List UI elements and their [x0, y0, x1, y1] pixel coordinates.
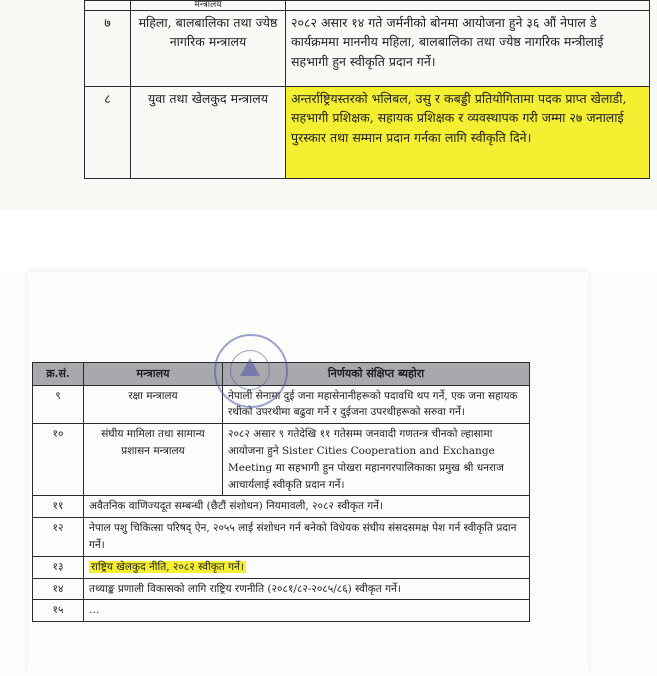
- row-number: ७: [85, 11, 131, 87]
- table-row: [85, 11, 650, 87]
- header-ministry: मन्त्रालय: [84, 363, 223, 386]
- header-decision: निर्णयको संक्षिप्त ब्यहोरा: [223, 363, 530, 386]
- table-row: [33, 496, 530, 518]
- table-row: [33, 424, 530, 496]
- table-cell: [85, 1, 131, 11]
- table-row: [85, 1, 650, 11]
- decision-text: अवैतनिक वाणिज्यदूत सम्बन्धी (छैटौं संशोधन) नियमावली, २०८२ स्वीकृत गर्ने।: [84, 496, 530, 518]
- row-number: १५: [33, 600, 84, 622]
- row-number: १४: [33, 578, 84, 600]
- table-row: [33, 600, 530, 622]
- row-number: ९: [33, 385, 84, 424]
- row-number: १३: [33, 556, 84, 578]
- page-gap: [0, 210, 657, 272]
- row-number: ८: [85, 87, 131, 179]
- decision-text: नेपाली सेनामा दुई जना महासेनानीहरूको पदावधि थप गर्ने, एक जना सहायक रथीको उपरथीमा बढुवा गर्ने र दुईजना उपरथीहरूको सरुवा गर्ने।: [223, 385, 530, 424]
- row-number: १२: [33, 518, 84, 557]
- table-cell: [286, 1, 650, 11]
- seal-emblem-icon: [240, 358, 260, 376]
- table-row: [33, 518, 530, 557]
- decision-text: तथ्याङ्क प्रणाली विकासको लागि राष्ट्रिय रणनीति (२०८१/८२-२०८५/८६) स्वीकृत गर्ने।: [84, 578, 530, 600]
- decision-text: [84, 556, 530, 578]
- decision-text: …: [84, 600, 530, 622]
- table-row: [33, 556, 530, 578]
- row-number: १०: [33, 424, 84, 496]
- ministry-name: संघीय मामिला तथा सामान्य प्रशासन मन्त्रालय: [84, 424, 223, 496]
- header-fragment: मन्त्रालय: [131, 1, 286, 11]
- document-page-top: [0, 0, 657, 210]
- official-seal-icon: [214, 334, 288, 408]
- decision-text: २०८२ असार ९ गतेदेखि ११ गतेसम्म जनवादी गणतन्त्र चीनको ल्हासामा आयोजना हुने Sister Cities Cooperation and Exchange Meeting मा सहभागी हुन पोखरा महानगरपालिकाका प्रमुख श्री धनराज आचार्यलाई स्वीकृति प्रदान गर्ने।: [223, 424, 530, 496]
- ministry-name: रक्षा मन्त्रालय: [84, 385, 223, 424]
- decision-text: नेपाल पशु चिकित्सा परिषद् ऐन, २०५५ लाई संशोधन गर्न बनेको विधेयक संघीय संसदसमक्ष पेश गर्न स्वीकृति प्रदान गर्ने।: [84, 518, 530, 557]
- document-page-bottom: [28, 272, 588, 676]
- decision-table-bottom: [32, 362, 530, 622]
- table-row: [33, 578, 530, 600]
- header-serial: क्र.सं.: [33, 363, 84, 386]
- row-number: ११: [33, 496, 84, 518]
- ministry-name: महिला, बालबालिका तथा ज्येष्ठ नागरिक मन्त्रालय: [131, 11, 286, 87]
- decision-table-top: [84, 0, 650, 179]
- table-row: [85, 87, 650, 179]
- ministry-name: युवा तथा खेलकुद मन्त्रालय: [131, 87, 286, 179]
- decision-text: २०८२ असार १४ गते जर्मनीको बोनमा आयोजना हुने ३६ औं नेपाल डे कार्यक्रममा माननीय महिला, बालबालिका तथा ज्येष्ठ नागरिक मन्त्रीलाई सहभागी हुन स्वीकृति प्रदान गर्ने।: [286, 11, 650, 87]
- decision-text-highlighted: अन्तर्राष्ट्रियस्तरको भलिबल, उसु र कबड्डी प्रतियोगितामा पदक प्राप्त खेलाडी, सहभागी प्रशिक्षक, सहायक प्रशिक्षक र व्यवस्थापक गरी जम्मा २७ जनालाई पुरस्कार तथा सम्मान प्रदान गर्नका लागि स्वीकृति दिने।: [286, 87, 650, 179]
- decision-text-highlighted: राष्ट्रिय खेलकुद नीति, २०८२ स्वीकृत गर्ने।: [91, 560, 244, 573]
